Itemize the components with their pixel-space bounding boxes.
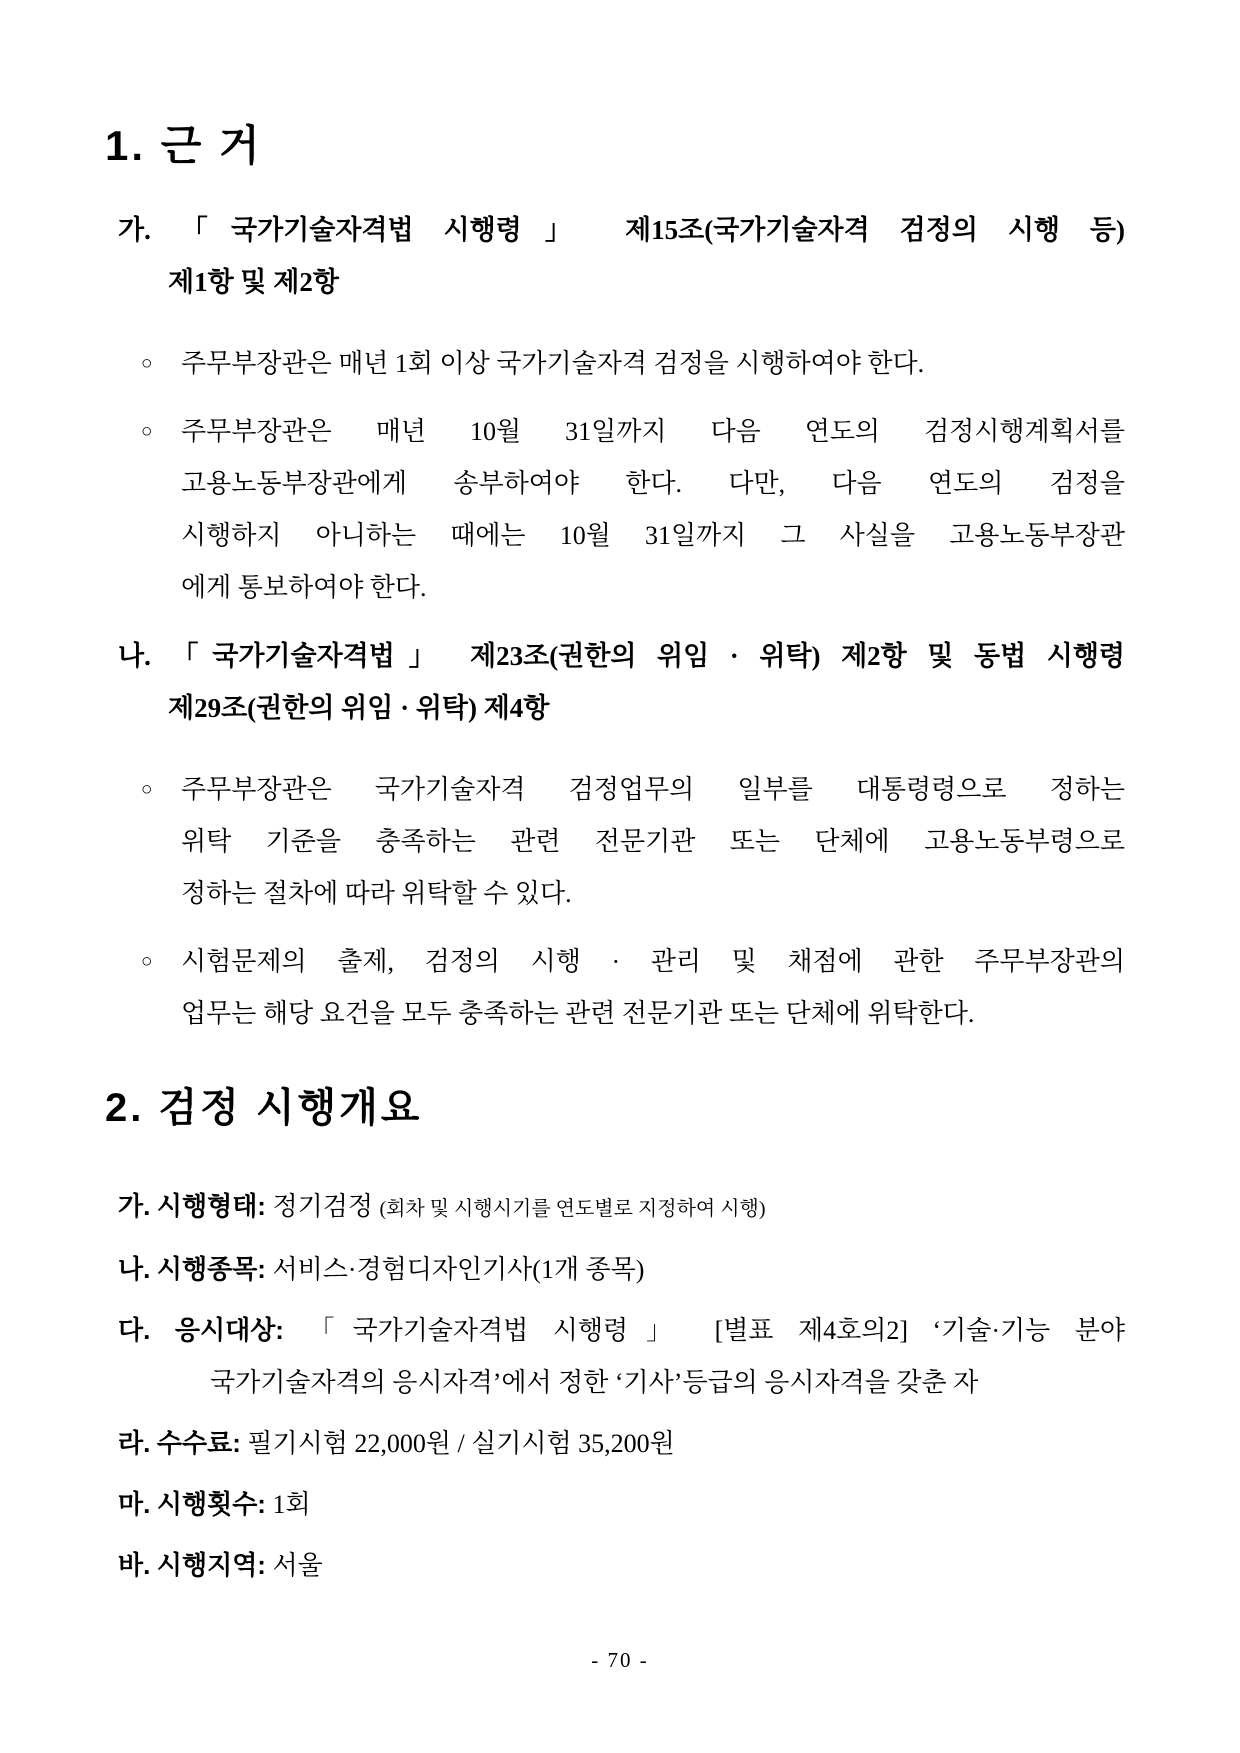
item-value: 필기시험 22,000원 / 실기시험 35,200원 [247, 1429, 675, 1458]
overview-item-count [105, 1478, 1125, 1531]
paragraph-line: 업무는 해당 요건을 모두 충족하는 관련 전문기관 또는 단체에 위탁한다. [181, 999, 975, 1028]
section2-heading: 2. 검정 시행개요 [105, 1086, 423, 1130]
circle-bullet-icon: ○ [141, 951, 153, 972]
item-term: 응시대상: [174, 1315, 284, 1345]
paragraph-line: 위탁 기준을 충족하는 관련 전문기관 또는 단체에 고용노동부령으로 [181, 827, 1125, 856]
subsection-ga [118, 204, 1125, 308]
subsection-na-label: 나. [118, 641, 151, 671]
overview-item-subject [105, 1243, 1125, 1296]
overview-item-region [105, 1539, 1125, 1592]
item-value: 1회 [272, 1490, 311, 1519]
list-item [105, 936, 1125, 1040]
section1-heading: 1. 근 거 [105, 122, 263, 169]
item-value: 서울 [272, 1551, 323, 1580]
overview-item-fee [105, 1417, 1125, 1470]
overview-item-type [105, 1180, 1125, 1235]
item-value: 서비스·경험디자인기사(1개 종목) [272, 1255, 645, 1284]
subsection-na-line2: 제29조(권한의 위임 · 위탁) 제4항 [168, 693, 550, 723]
item-line1 [118, 1304, 1125, 1357]
item-term: 시행형태: [156, 1191, 266, 1221]
item-term: 수수료: [156, 1428, 241, 1458]
subsection-ga-label: 가. [118, 215, 151, 245]
paragraph-line: 주무부장관은 국가기술자격 검정업무의 일부를 대통령령으로 정하는 [181, 775, 1125, 804]
subsection-ga-line1 [118, 204, 1125, 256]
paragraph-line: 시험문제의 출제, 검정의 시행 · 관리 및 채점에 관한 주무부장관의 [181, 947, 1125, 976]
subsection-ga-line2: 제1항 및 제2항 [168, 267, 339, 297]
subsection-ga-text: 「국가기술자격법 시행령」 제15조(국가기술자격 검정의 시행 등) [180, 215, 1126, 245]
subsection-na-text: 「국가기술자격법」 제23조(권한의 위임 · 위탁) 제2항 및 동법 시행령 [171, 641, 1125, 671]
subsection-na [118, 630, 1125, 734]
item-label: 나. [118, 1254, 151, 1284]
page-number: - 70 - [591, 1648, 649, 1672]
circle-bullet-icon: ○ [141, 421, 153, 442]
item-term: 시행종목: [156, 1254, 266, 1284]
circle-bullet-icon: ○ [141, 353, 153, 374]
paragraph-line: 주무부장관은 매년 1회 이상 국가기술자격 검정을 시행하여야 한다. [181, 349, 925, 378]
item-label: 가. [118, 1191, 151, 1221]
list-item [105, 764, 1125, 920]
item-term: 시행횟수: [156, 1489, 266, 1519]
paragraph-line: 에게 통보하여야 한다. [181, 573, 427, 602]
item-note: (회차 및 시행시기를 연도별로 지정하여 시행) [379, 1198, 766, 1220]
item-value-line2: 국가기술자격의 응시자격’에서 정한 ‘기사’등급의 응시자격을 갖춘 자 [210, 1368, 979, 1397]
item-label: 다. [118, 1315, 151, 1345]
overview-item-eligibility [105, 1304, 1125, 1409]
paragraph-line: 시행하지 아니하는 때에는 10월 31일까지 그 사실을 고용노동부장관 [181, 521, 1125, 550]
paragraph-line: 고용노동부장관에게 송부하여야 한다. 다만, 다음 연도의 검정을 [181, 469, 1125, 498]
item-label: 바. [118, 1550, 151, 1580]
item-label: 마. [118, 1489, 151, 1519]
paragraph-line: 주무부장관은 매년 10월 31일까지 다음 연도의 검정시행계획서를 [181, 417, 1125, 446]
paragraph-line: 정하는 절차에 따라 위탁할 수 있다. [181, 879, 572, 908]
circle-bullet-icon: ○ [141, 779, 153, 800]
list-item [105, 338, 1125, 390]
item-value-line1: 「국가기술자격법 시행령」 [별표 제4호의2] ‘기술·기능 분야 [308, 1316, 1126, 1345]
item-value: 정기검정 [272, 1192, 373, 1221]
item-label: 라. [118, 1428, 151, 1458]
item-term: 시행지역: [156, 1550, 266, 1580]
list-item [105, 406, 1125, 614]
subsection-na-line1 [118, 630, 1125, 682]
